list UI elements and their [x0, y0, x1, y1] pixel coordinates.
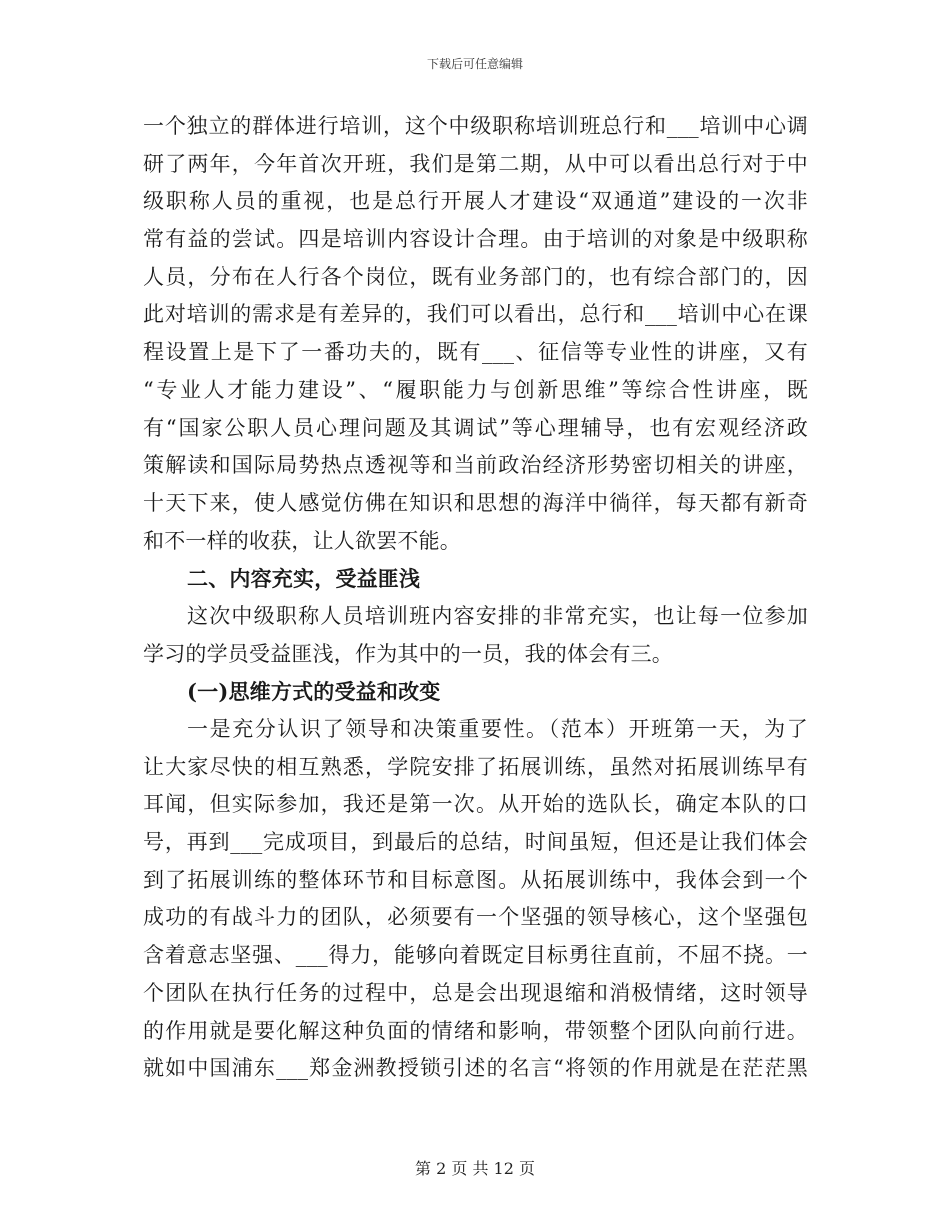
paragraph-line: 到了拓展训练的整体环节和目标意图。从拓展训练中，我体会到一个 — [143, 867, 808, 892]
paragraph-line: 常有益的尝试。四是培训内容设计合理。由于培训的对象是中级职称 — [143, 227, 808, 252]
document-body — [143, 108, 808, 1088]
paragraph-line: 程设置上是下了一番功夫的，既有___、征信等专业性的讲座，又有 — [143, 340, 808, 365]
paragraph-line: 学习的学员受益匪浅，作为其中的一员，我的体会有三。 — [143, 641, 673, 666]
section-heading: (一)思维方式的受益和改变 — [187, 679, 441, 705]
paragraph-line: 成功的有战斗力的团队，必须要有一个坚强的领导核心，这个坚强包 — [143, 905, 808, 930]
paragraph-line: 的作用就是要化解这种负面的情绪和影响，带领整个团队向前行进。 — [143, 1018, 808, 1043]
paragraph-line: 有“国家公职人员心理问题及其调试”等心理辅导，也有宏观经济政 — [143, 415, 808, 440]
paragraph-line: 十天下来，使人感觉仿佛在知识和思想的海洋中徜徉，每天都有新奇 — [143, 490, 808, 515]
paragraph-line: 号，再到___完成项目，到最后的总结，时间虽短，但还是让我们体会 — [143, 830, 808, 855]
paragraph-line: 和不一样的收获，让人欲罢不能。 — [143, 528, 461, 553]
paragraph-line: 人员，分布在人行各个岗位，既有业务部门的，也有综合部门的，因 — [143, 264, 808, 289]
paragraph-line: 个团队在执行任务的过程中，总是会出现退缩和消极情绪，这时领导 — [143, 980, 808, 1005]
paragraph-line: 让大家尽快的相互熟悉，学院安排了拓展训练，虽然对拓展训练早有 — [143, 754, 808, 779]
paragraph-line: 这次中级职称人员培训班内容安排的非常充实，也让每一位参加 — [187, 603, 808, 628]
paragraph-line: “专业人才能力建设”、“履职能力与创新思维”等综合性讲座，既 — [143, 377, 808, 402]
paragraph-line: 耳闻，但实际参加，我还是第一次。从开始的选队长，确定本队的口 — [143, 792, 808, 817]
paragraph-line: 一个独立的群体进行培训，这个中级职称培训班总行和___培训中心调 — [143, 114, 808, 138]
paragraph-line: 就如中国浦东___郑金洲教授锁引述的名言“将领的作用就是在茫茫黑 — [143, 1056, 808, 1081]
paragraph-line: 含着意志坚强、___得力，能够向着既定目标勇往直前，不屈不挠。一 — [143, 943, 808, 968]
paragraph-line: 级职称人员的重视，也是总行开展人才建设“双通道”建设的一次非 — [143, 189, 808, 214]
page-footer: 第 2 页 共 12 页 — [415, 1159, 535, 1178]
section-heading: 二、内容充实，受益匪浅 — [187, 566, 421, 592]
page-header: 下载后可任意编辑 — [426, 57, 523, 71]
paragraph-line: 研了两年，今年首次开班，我们是第二期，从中可以看出总行对于中 — [143, 151, 808, 176]
paragraph-line: 一是充分认识了领导和决策重要性。（范本）开班第一天，为了 — [187, 717, 808, 741]
paragraph-line: 此对培训的需求是有差异的，我们可以看出，总行和___培训中心在课 — [143, 302, 808, 327]
paragraph-line: 策解读和国际局势热点透视等和当前政治经济形势密切相关的讲座， — [143, 453, 808, 478]
